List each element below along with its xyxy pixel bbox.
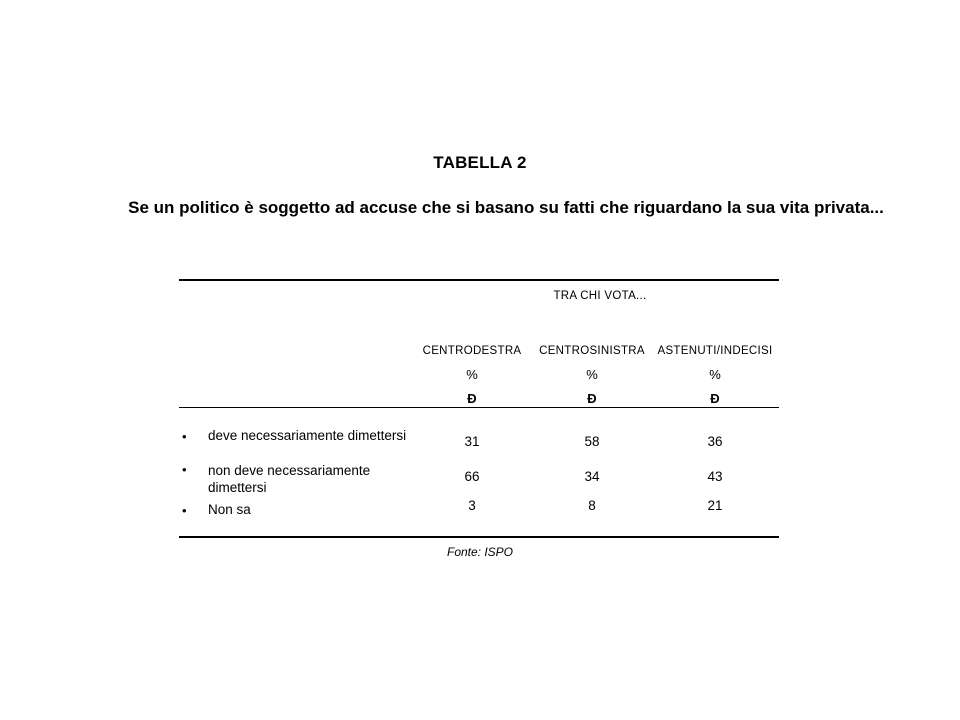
table-cell: 43 (707, 469, 723, 484)
table-cell: 58 (584, 434, 600, 449)
row-label: Non sa (208, 502, 251, 517)
column-header-centrosinistra: CENTROSINISTRA (539, 345, 645, 357)
table-subtitle: Se un politico è soggetto ad accuse che si basano su fatti che riguardano la sua vita privata... (128, 198, 884, 217)
top-rule (179, 279, 779, 281)
group-header: TRA CHI VOTA... (553, 290, 647, 302)
column-unit: % (466, 367, 478, 382)
bullet-icon: • (182, 429, 187, 444)
bottom-rule (179, 536, 779, 538)
table-cell: 66 (464, 469, 480, 484)
down-arrow-icon: Ð (587, 391, 597, 406)
table-title: TABELLA 2 (433, 153, 527, 172)
column-header-centrodestra: CENTRODESTRA (422, 345, 522, 357)
table-cell: 8 (588, 498, 596, 513)
table-cell: 21 (707, 498, 723, 513)
row-label: non deve necessariamente dimettersi (208, 463, 371, 495)
down-arrow-icon: Ð (710, 391, 720, 406)
down-arrow-icon: Ð (467, 391, 477, 406)
column-unit: % (586, 367, 598, 382)
row-label: deve necessariamente dimettersi (208, 428, 407, 443)
source-note: Fonte: ISPO (446, 545, 514, 559)
header-rule (179, 407, 779, 408)
table-cell: 31 (464, 434, 480, 449)
bullet-icon: • (182, 462, 187, 477)
table-cell: 34 (584, 469, 600, 484)
column-header-astenuti-indecisi: ASTENUTI/INDECISI (657, 345, 773, 357)
table-cell: 3 (468, 498, 476, 513)
bullet-icon: • (182, 503, 187, 518)
column-unit: % (709, 367, 721, 382)
table-cell: 36 (707, 434, 723, 449)
